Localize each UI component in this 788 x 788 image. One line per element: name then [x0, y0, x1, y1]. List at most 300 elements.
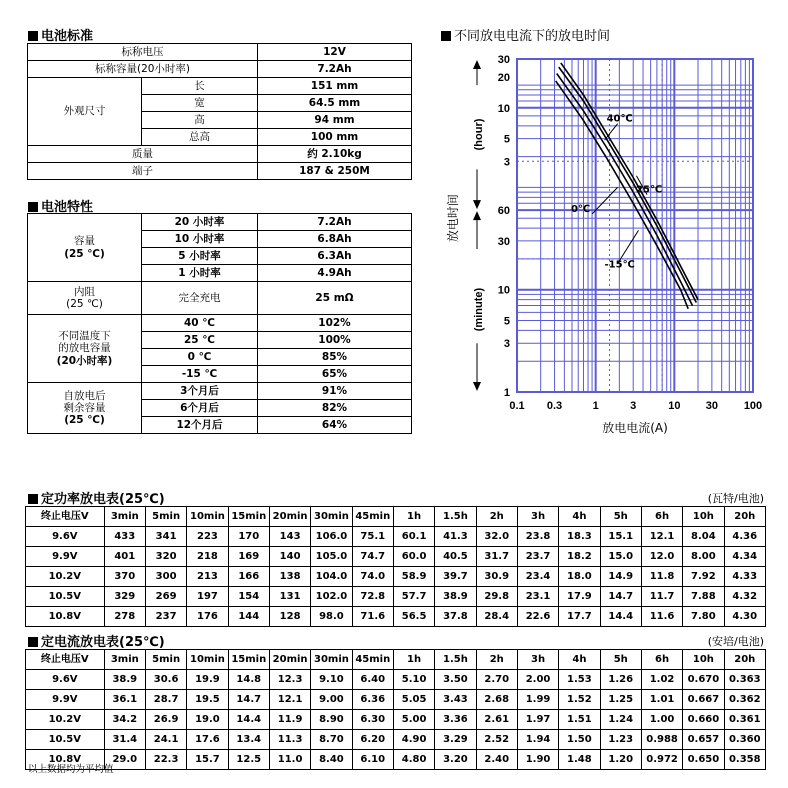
- table-row: [28, 214, 412, 231]
- table-row: [26, 690, 766, 710]
- current-table-title: 定电流放电表(25℃): [28, 631, 165, 650]
- table-header-cell: 1.5h: [435, 650, 476, 670]
- char-label: 6个月后: [142, 400, 258, 417]
- row-label: 10.8V: [26, 750, 105, 770]
- char-label: 20 小时率: [142, 214, 258, 231]
- table-cell: 5.10: [393, 670, 434, 690]
- table-cell: 0.362: [724, 690, 765, 710]
- table-cell: 0.361: [724, 710, 765, 730]
- table-cell: 22.6: [517, 607, 558, 627]
- table-cell: 1.00: [641, 710, 682, 730]
- table-cell: 6.10: [352, 750, 393, 770]
- y-tick-label: 3: [503, 156, 510, 169]
- char-value: 6.3Ah: [258, 248, 412, 265]
- table-row: [28, 146, 412, 163]
- row-label: 9.6V: [26, 670, 105, 690]
- table-cell: 3.36: [435, 710, 476, 730]
- table-cell: 341: [145, 527, 186, 547]
- char-label: 12个月后: [142, 417, 258, 434]
- table-row: [26, 607, 766, 627]
- table-cell: 4.34: [724, 547, 765, 567]
- table-cell: 170: [228, 527, 269, 547]
- battery-char-title: 电池特性: [28, 196, 93, 215]
- table-cell: 23.4: [517, 567, 558, 587]
- y-tick-label: 3: [503, 338, 510, 351]
- x-tick-label: 1: [592, 400, 599, 412]
- table-cell: 38.9: [435, 587, 476, 607]
- table-cell: 1.50: [559, 730, 600, 750]
- char-value: 65%: [258, 366, 412, 383]
- x-tick-label: 0.1: [509, 400, 525, 412]
- table-header-cell: 2h: [476, 650, 517, 670]
- table-cell: 218: [187, 547, 228, 567]
- row-label: 9.9V: [26, 547, 105, 567]
- table-row: [26, 670, 766, 690]
- row-label: 10.5V: [26, 587, 105, 607]
- char-value: 82%: [258, 400, 412, 417]
- table-header-cell: 45min: [352, 507, 393, 527]
- table-cell: 1.97: [517, 710, 558, 730]
- table-cell: 29.8: [476, 587, 517, 607]
- spec-value: 64.5 mm: [258, 95, 412, 112]
- table-cell: 278: [104, 607, 145, 627]
- table-header-cell: 4h: [559, 507, 600, 527]
- table-cell: 1.20: [600, 750, 641, 770]
- table-cell: 8.00: [683, 547, 724, 567]
- table-header-cell: 2h: [476, 507, 517, 527]
- table-cell: 12.1: [641, 527, 682, 547]
- table-cell: 4.90: [393, 730, 434, 750]
- table-cell: 9.10: [311, 670, 352, 690]
- table-cell: 1.25: [600, 690, 641, 710]
- table-cell: 75.1: [352, 527, 393, 547]
- char-label: 10 小时率: [142, 231, 258, 248]
- table-cell: 0.358: [724, 750, 765, 770]
- y-tick-label: 30: [497, 54, 510, 66]
- table-cell: 60.0: [393, 547, 434, 567]
- table-cell: 11.6: [641, 607, 682, 627]
- y-tick-label: 5: [503, 133, 510, 146]
- y-tick-label: 20: [497, 72, 510, 85]
- table-cell: 30.9: [476, 567, 517, 587]
- x-tick-label: 3: [630, 400, 637, 412]
- table-header-cell: 5h: [600, 650, 641, 670]
- char-label: 0 ℃: [142, 349, 258, 366]
- power-table-unit: (瓦特/电池): [707, 492, 764, 505]
- battery-char-table: [27, 213, 412, 434]
- table-cell: 2.52: [476, 730, 517, 750]
- table-cell: 6.20: [352, 730, 393, 750]
- battery-spec-table: [27, 43, 412, 180]
- table-cell: 144: [228, 607, 269, 627]
- table-cell: 23.7: [517, 547, 558, 567]
- table-header-cell: 15min: [228, 650, 269, 670]
- current-table-unit: (安培/电池): [707, 635, 764, 648]
- table-header-cell: 1h: [393, 650, 434, 670]
- table-header-cell: 10h: [683, 650, 724, 670]
- char-value: 25 mΩ: [258, 282, 412, 315]
- table-header-cell: 5min: [145, 507, 186, 527]
- spec-label: 高: [142, 112, 258, 129]
- table-cell: 213: [187, 567, 228, 587]
- table-cell: 4.33: [724, 567, 765, 587]
- table-cell: 30.6: [145, 670, 186, 690]
- table-header-row: [26, 650, 766, 670]
- table-cell: 14.9: [600, 567, 641, 587]
- char-value: 7.2Ah: [258, 214, 412, 231]
- x-tick-label: 30: [705, 400, 718, 412]
- table-cell: 0.360: [724, 730, 765, 750]
- table-header-cell: 30min: [311, 650, 352, 670]
- row-label: 9.6V: [26, 527, 105, 547]
- table-cell: 0.972: [641, 750, 682, 770]
- dim-group-label: 外观尺寸: [28, 78, 142, 146]
- table-cell: 6.36: [352, 690, 393, 710]
- table-cell: 197: [187, 587, 228, 607]
- table-cell: 39.7: [435, 567, 476, 587]
- spec-label: 标称容量(20小时率): [28, 61, 258, 78]
- table-cell: 104.0: [311, 567, 352, 587]
- table-cell: 154: [228, 587, 269, 607]
- footnote: 以上数据均为平均值: [28, 764, 114, 775]
- table-cell: 11.9: [269, 710, 310, 730]
- battery-spec-title: 电池标准: [28, 25, 93, 44]
- table-cell: 74.0: [352, 567, 393, 587]
- table-cell: 23.1: [517, 587, 558, 607]
- table-cell: 106.0: [311, 527, 352, 547]
- table-cell: 14.4: [228, 710, 269, 730]
- table-cell: 1.94: [517, 730, 558, 750]
- spec-label: 质量: [28, 146, 258, 163]
- table-cell: 3.43: [435, 690, 476, 710]
- table-cell: 1.99: [517, 690, 558, 710]
- table-cell: 19.5: [187, 690, 228, 710]
- table-header-row: [26, 507, 766, 527]
- current-table: [25, 649, 766, 770]
- table-row: [28, 383, 412, 400]
- table-cell: 8.70: [311, 730, 352, 750]
- table-cell: 26.9: [145, 710, 186, 730]
- table-row: [28, 61, 412, 78]
- table-cell: 237: [145, 607, 186, 627]
- table-cell: 1.53: [559, 670, 600, 690]
- table-row: [28, 163, 412, 180]
- table-cell: 138: [269, 567, 310, 587]
- table-cell: 22.3: [145, 750, 186, 770]
- table-cell: 18.2: [559, 547, 600, 567]
- y-tick-label: 30: [497, 235, 510, 248]
- table-cell: 40.5: [435, 547, 476, 567]
- y-axis-unit-minute: (minute): [473, 287, 485, 332]
- table-row: [28, 315, 412, 332]
- table-cell: 15.1: [600, 527, 641, 547]
- spec-label: 端子: [28, 163, 258, 180]
- char-value: 102%: [258, 315, 412, 332]
- table-cell: 57.7: [393, 587, 434, 607]
- table-cell: 24.1: [145, 730, 186, 750]
- power-table: [25, 506, 766, 627]
- table-header-cell: 10min: [187, 507, 228, 527]
- spec-value: 12V: [258, 44, 412, 61]
- row-label: 9.9V: [26, 690, 105, 710]
- spec-label: 标称电压: [28, 44, 258, 61]
- spec-value: 151 mm: [258, 78, 412, 95]
- table-cell: 1.26: [600, 670, 641, 690]
- table-header-cell: 45min: [352, 650, 393, 670]
- table-cell: 2.68: [476, 690, 517, 710]
- table-cell: 11.7: [641, 587, 682, 607]
- table-cell: 14.7: [228, 690, 269, 710]
- series-label: 40℃: [606, 113, 633, 125]
- table-cell: 98.0: [311, 607, 352, 627]
- table-cell: 37.8: [435, 607, 476, 627]
- table-cell: 0.667: [683, 690, 724, 710]
- table-header-cell: 5min: [145, 650, 186, 670]
- char-value: 4.9Ah: [258, 265, 412, 282]
- table-cell: 18.0: [559, 567, 600, 587]
- table-cell: 131: [269, 587, 310, 607]
- table-cell: 2.70: [476, 670, 517, 690]
- row-label: 10.2V: [26, 710, 105, 730]
- table-header-cell: 3min: [104, 650, 145, 670]
- char-label: 40 ℃: [142, 315, 258, 332]
- table-cell: 0.660: [683, 710, 724, 730]
- table-cell: 11.8: [641, 567, 682, 587]
- resistance-group: 内阻 (25 ℃): [28, 282, 142, 315]
- table-cell: 12.0: [641, 547, 682, 567]
- char-label: 25 ℃: [142, 332, 258, 349]
- temp-group: 不同温度下 的放电容量 (20小时率): [28, 315, 142, 383]
- table-cell: 9.00: [311, 690, 352, 710]
- spec-value: 7.2Ah: [258, 61, 412, 78]
- table-row: [26, 750, 766, 770]
- table-cell: 12.5: [228, 750, 269, 770]
- table-cell: 15.0: [600, 547, 641, 567]
- table-cell: 2.00: [517, 670, 558, 690]
- char-label: 5 小时率: [142, 248, 258, 265]
- table-header-cell: 3h: [517, 507, 558, 527]
- table-cell: 11.3: [269, 730, 310, 750]
- table-header-cell: 1.5h: [435, 507, 476, 527]
- char-value: 100%: [258, 332, 412, 349]
- table-cell: 8.04: [683, 527, 724, 547]
- char-label: 1 小时率: [142, 265, 258, 282]
- table-row: [26, 547, 766, 567]
- spec-value: 100 mm: [258, 129, 412, 146]
- table-cell: 1.90: [517, 750, 558, 770]
- table-cell: 105.0: [311, 547, 352, 567]
- x-tick-label: 0.3: [546, 400, 563, 412]
- table-cell: 0.650: [683, 750, 724, 770]
- table-cell: 370: [104, 567, 145, 587]
- table-header-cell: 4h: [559, 650, 600, 670]
- table-cell: 2.61: [476, 710, 517, 730]
- table-row: [26, 527, 766, 547]
- plot-area: [517, 59, 753, 392]
- x-axis-label: 放电电流(A): [602, 421, 668, 435]
- arrow-head: [473, 200, 481, 209]
- spec-label: 长: [142, 78, 258, 95]
- char-value: 64%: [258, 417, 412, 434]
- table-header-cell: 1h: [393, 507, 434, 527]
- table-cell: 28.7: [145, 690, 186, 710]
- table-cell: 17.7: [559, 607, 600, 627]
- table-cell: 0.988: [641, 730, 682, 750]
- chart-grid: [517, 59, 753, 392]
- table-cell: 56.5: [393, 607, 434, 627]
- table-cell: 1.52: [559, 690, 600, 710]
- table-cell: 11.0: [269, 750, 310, 770]
- table-cell: 31.7: [476, 547, 517, 567]
- char-label: 3个月后: [142, 383, 258, 400]
- char-label: -15 ℃: [142, 366, 258, 383]
- table-header-cell: 终止电压V: [26, 650, 105, 670]
- table-cell: 32.0: [476, 527, 517, 547]
- capacity-group: 容量 (25 ℃): [28, 214, 142, 282]
- chart-title: 不同放电电流下的放电时间: [441, 25, 610, 44]
- table-cell: 7.88: [683, 587, 724, 607]
- table-row: [26, 710, 766, 730]
- series-label: -15℃: [604, 259, 635, 271]
- power-table-title: 定功率放电表(25℃): [28, 488, 165, 507]
- spec-value: 约 2.10kg: [258, 146, 412, 163]
- y-tick-label: 60: [497, 205, 510, 218]
- table-cell: 5.00: [393, 710, 434, 730]
- y-axis-label: 放电时间: [446, 194, 460, 243]
- char-value: 91%: [258, 383, 412, 400]
- table-cell: 17.6: [187, 730, 228, 750]
- spec-value: 187 & 250M: [258, 163, 412, 180]
- table-cell: 14.4: [600, 607, 641, 627]
- row-label: 10.5V: [26, 730, 105, 750]
- discharge-chart: [430, 40, 788, 440]
- self-discharge-group: 自放电后 剩余容量 (25 ℃): [28, 383, 142, 434]
- table-row: [26, 730, 766, 750]
- table-cell: 0.363: [724, 670, 765, 690]
- table-header-cell: 5h: [600, 507, 641, 527]
- x-tick-label: 10: [668, 400, 681, 412]
- spec-label: 宽: [142, 95, 258, 112]
- table-cell: 1.51: [559, 710, 600, 730]
- table-cell: 5.05: [393, 690, 434, 710]
- table-cell: 223: [187, 527, 228, 547]
- spec-value: 94 mm: [258, 112, 412, 129]
- table-cell: 18.3: [559, 527, 600, 547]
- table-cell: 28.4: [476, 607, 517, 627]
- arrow-head: [473, 60, 481, 69]
- table-cell: 19.0: [187, 710, 228, 730]
- table-cell: 60.1: [393, 527, 434, 547]
- table-cell: 300: [145, 567, 186, 587]
- table-cell: 13.4: [228, 730, 269, 750]
- table-cell: 72.8: [352, 587, 393, 607]
- table-cell: 6.40: [352, 670, 393, 690]
- table-cell: 1.24: [600, 710, 641, 730]
- table-header-cell: 30min: [311, 507, 352, 527]
- table-cell: 0.657: [683, 730, 724, 750]
- table-cell: 4.30: [724, 607, 765, 627]
- table-cell: 23.8: [517, 527, 558, 547]
- table-cell: 1.02: [641, 670, 682, 690]
- table-cell: 34.2: [104, 710, 145, 730]
- table-cell: 17.9: [559, 587, 600, 607]
- table-cell: 320: [145, 547, 186, 567]
- table-header-cell: 20min: [269, 650, 310, 670]
- table-cell: 176: [187, 607, 228, 627]
- series-label: 25℃: [636, 184, 663, 196]
- table-cell: 128: [269, 607, 310, 627]
- spec-label: 总高: [142, 129, 258, 146]
- table-header-cell: 6h: [641, 650, 682, 670]
- table-header-cell: 15min: [228, 507, 269, 527]
- table-cell: 31.4: [104, 730, 145, 750]
- table-cell: 102.0: [311, 587, 352, 607]
- table-cell: 329: [104, 587, 145, 607]
- table-cell: 4.80: [393, 750, 434, 770]
- table-row: [28, 78, 412, 95]
- table-row: [28, 44, 412, 61]
- table-header-cell: 10h: [683, 507, 724, 527]
- table-header-cell: 3h: [517, 650, 558, 670]
- y-tick-label: 1: [503, 387, 510, 399]
- table-cell: 140: [269, 547, 310, 567]
- table-cell: 12.1: [269, 690, 310, 710]
- y-tick-label: 10: [497, 102, 510, 115]
- table-cell: 12.3: [269, 670, 310, 690]
- y-tick-label: 10: [497, 284, 510, 297]
- table-cell: 19.9: [187, 670, 228, 690]
- table-cell: 4.32: [724, 587, 765, 607]
- table-cell: 29.0: [104, 750, 145, 770]
- table-cell: 169: [228, 547, 269, 567]
- table-cell: 0.670: [683, 670, 724, 690]
- table-cell: 269: [145, 587, 186, 607]
- table-cell: 1.23: [600, 730, 641, 750]
- table-cell: 1.48: [559, 750, 600, 770]
- table-cell: 15.7: [187, 750, 228, 770]
- char-value: 85%: [258, 349, 412, 366]
- table-cell: 3.29: [435, 730, 476, 750]
- table-header-cell: 20min: [269, 507, 310, 527]
- table-cell: 7.80: [683, 607, 724, 627]
- table-cell: 6.30: [352, 710, 393, 730]
- table-header-cell: 终止电压V: [26, 507, 105, 527]
- table-cell: 3.50: [435, 670, 476, 690]
- char-value: 6.8Ah: [258, 231, 412, 248]
- table-row: [26, 567, 766, 587]
- table-cell: 38.9: [104, 670, 145, 690]
- y-axis-unit-hour: (hour): [473, 118, 485, 151]
- series-label: 0℃: [570, 203, 591, 215]
- table-cell: 433: [104, 527, 145, 547]
- arrow-head: [473, 211, 481, 220]
- table-header-cell: 10min: [187, 650, 228, 670]
- table-cell: 7.92: [683, 567, 724, 587]
- table-row: [26, 587, 766, 607]
- x-tick-label: 100: [743, 400, 763, 412]
- table-cell: 74.7: [352, 547, 393, 567]
- table-cell: 8.40: [311, 750, 352, 770]
- row-label: 10.2V: [26, 567, 105, 587]
- table-cell: 14.7: [600, 587, 641, 607]
- arrow-head: [473, 382, 481, 391]
- table-header-cell: 6h: [641, 507, 682, 527]
- table-cell: 8.90: [311, 710, 352, 730]
- row-label: 10.8V: [26, 607, 105, 627]
- table-cell: 14.8: [228, 670, 269, 690]
- table-header-cell: 20h: [724, 650, 765, 670]
- table-cell: 58.9: [393, 567, 434, 587]
